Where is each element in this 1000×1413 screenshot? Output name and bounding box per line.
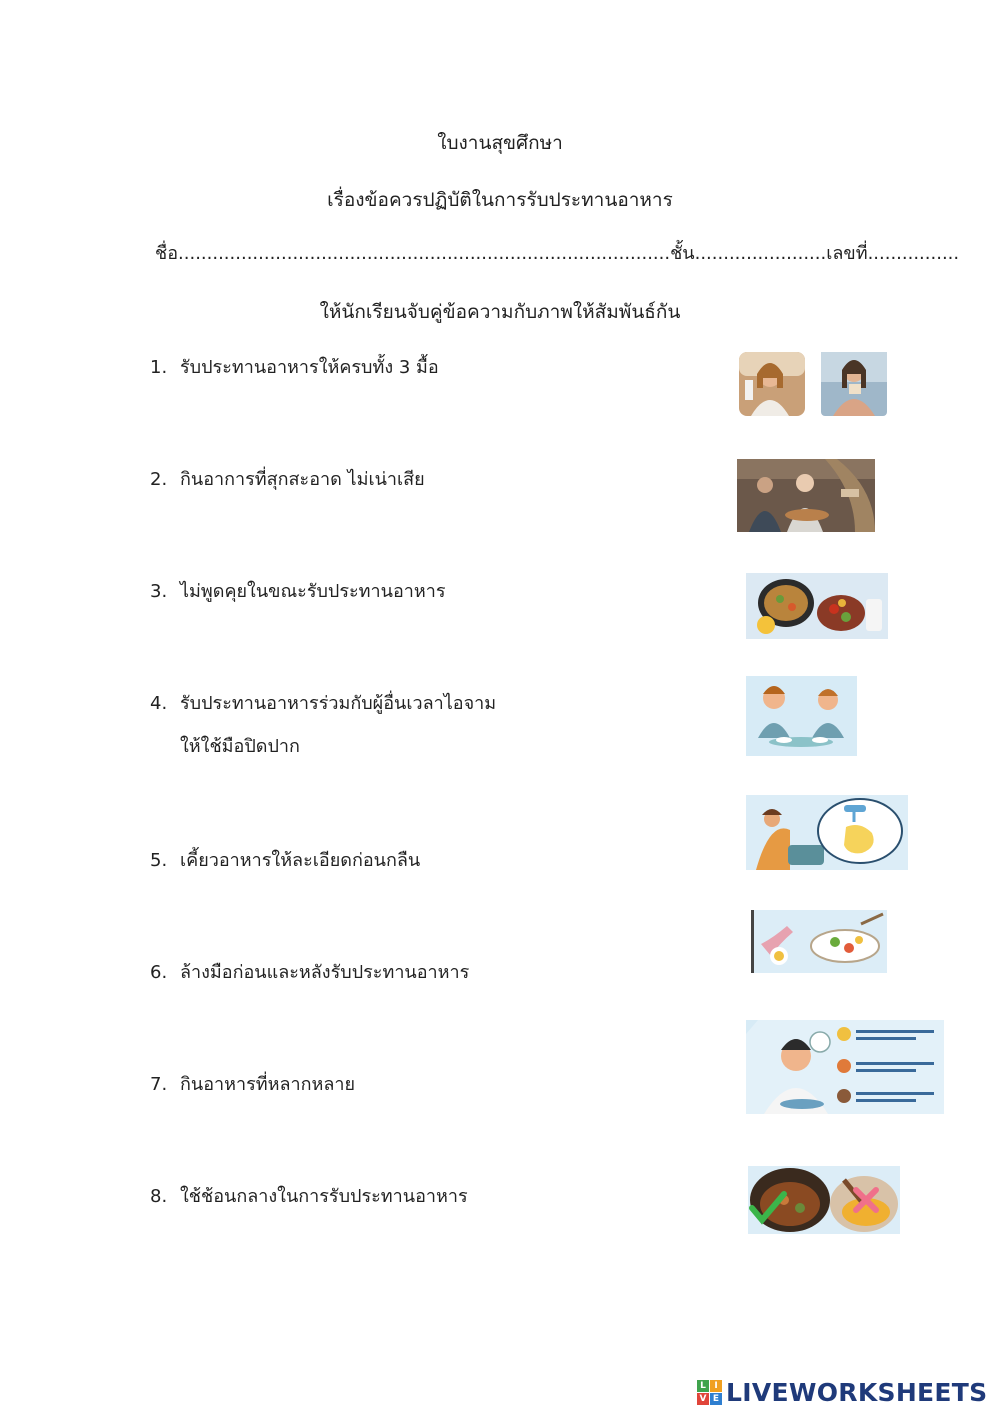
item-text: กินอาหารที่หลากหลาย <box>180 1074 356 1095</box>
logo-block-i: I <box>710 1380 722 1392</box>
logo-wordmark: LIVEWORKSHEETS <box>726 1378 988 1407</box>
instruction: ให้นักเรียนจับคู่ข้อความกับภาพให้สัมพันธ์กัน <box>319 301 681 323</box>
variety-food-bowls-photo[interactable] <box>746 573 888 639</box>
item-number: 5. <box>150 850 168 871</box>
list-item-1 <box>150 352 439 381</box>
clean-vs-spoiled-food-photo[interactable] <box>748 1166 900 1234</box>
meal-times-schedule-illustration[interactable] <box>746 1020 944 1114</box>
serving-spoon-food-illustration[interactable] <box>751 910 887 973</box>
item-text-line2: ให้ใช้มือปิดปาก <box>180 736 300 757</box>
two-women-eating-photo[interactable] <box>737 350 890 418</box>
list-item-5 <box>150 845 420 874</box>
item-text: เคี้ยวอาหารให้ละเอียดก่อนกลืน <box>180 850 421 871</box>
item-number: 3. <box>150 581 168 602</box>
worksheet-title: ใบงานสุขศึกษา <box>437 132 563 154</box>
list-item-8 <box>150 1181 468 1210</box>
kids-eating-together-illustration[interactable] <box>746 676 857 756</box>
list-item-6 <box>150 957 469 986</box>
item-text: ใช้ช้อนกลางในการรับประทานอาหาร <box>180 1186 468 1207</box>
logo-block-l: L <box>697 1380 709 1392</box>
list-item-7 <box>150 1069 355 1098</box>
item-number: 2. <box>150 469 168 490</box>
item-text: กินอาการที่สุกสะอาด ไม่เน่าเสีย <box>180 469 425 490</box>
worksheet-subtitle: เรื่องข้อควรปฏิบัติในการรับประทานอาหาร <box>327 189 673 211</box>
people-sharing-meal-photo[interactable] <box>737 459 875 532</box>
item-number: 1. <box>150 357 168 378</box>
item-number: 8. <box>150 1186 168 1207</box>
list-item-2 <box>150 464 425 493</box>
item-text: ไม่พูดคุยในขณะรับประทานอาหาร <box>180 581 446 602</box>
item-text: รับประทานอาหารให้ครบทั้ง 3 มื้อ <box>180 357 439 378</box>
logo-block-e: E <box>710 1393 722 1405</box>
item-text: รับประทานอาหารร่วมกับผู้อื่นเวลาไอจาม <box>180 693 497 714</box>
item-number: 4. <box>150 693 168 714</box>
list-item-3 <box>150 576 446 605</box>
liveworksheets-logo <box>697 1378 987 1407</box>
student-info-line: ชื่อ......................................................................................ชั้น.......................เลขที่................ <box>155 243 960 264</box>
hand-washing-illustration[interactable] <box>746 795 908 870</box>
item-number: 6. <box>150 962 168 983</box>
list-item-4 <box>150 688 496 760</box>
item-number: 7. <box>150 1074 168 1095</box>
item-text: ล้างมือก่อนและหลังรับประทานอาหาร <box>180 962 470 983</box>
logo-blocks-icon <box>697 1380 722 1405</box>
logo-block-v: V <box>697 1393 709 1405</box>
